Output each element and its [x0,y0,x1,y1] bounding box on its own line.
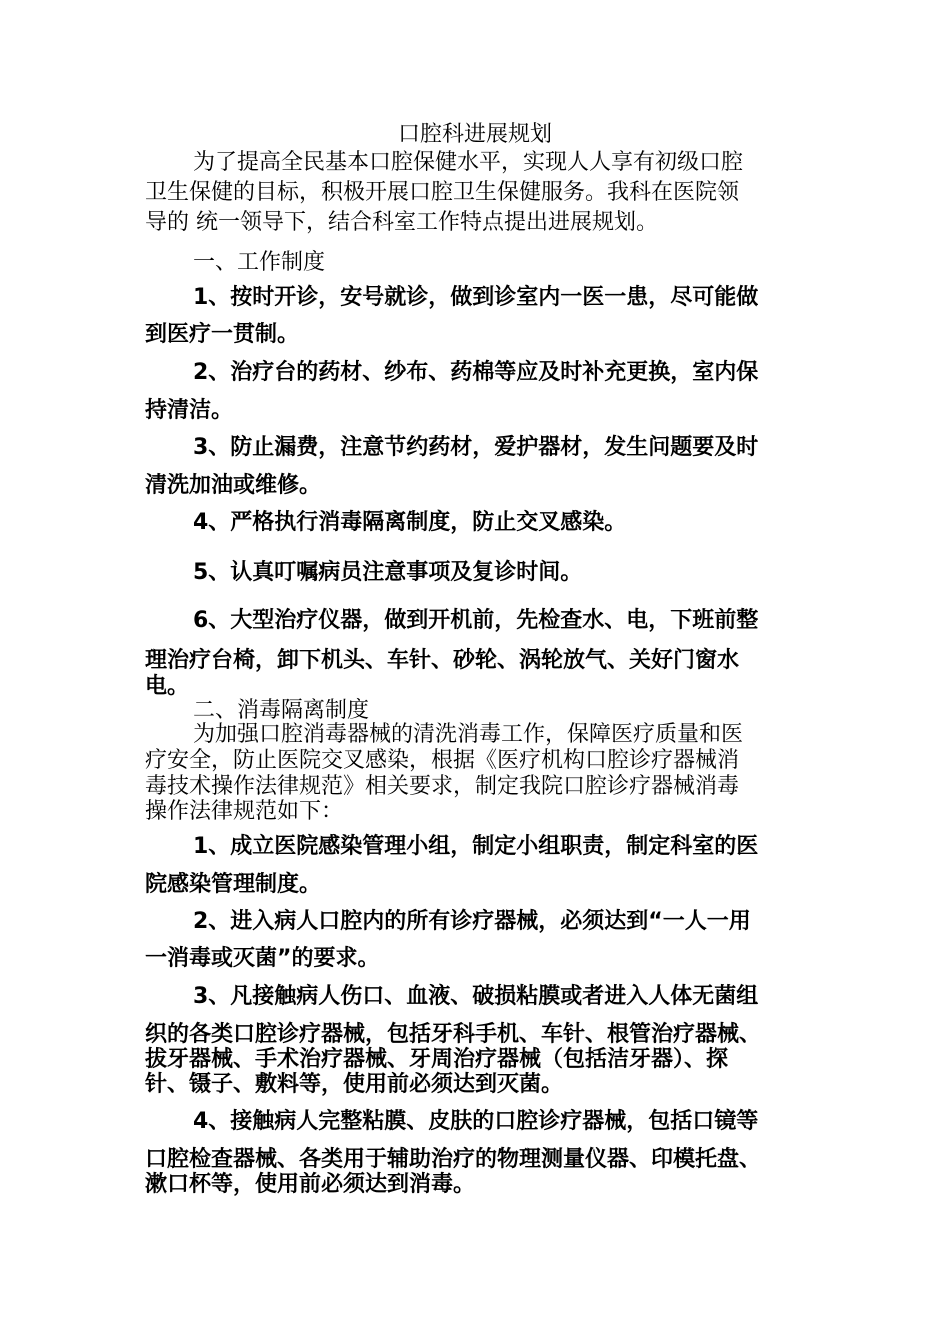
section-heading-disinfection: 二、消毒隔离制度 [193,698,370,723]
list-item-line: 5、认真叮嘱病员注意事项及复诊时间。 [193,560,583,585]
list-item-line: 3、凡接触病人伤口、血液、破损粘膜或者进入人体无菌组 [193,984,759,1009]
section-heading-work-rules: 一、工作制度 [193,250,326,275]
list-item-line: 拔牙器械、手术治疗器械、牙周治疗器械（包括洁牙器）、探 [145,1047,729,1072]
list-item-line: 院感染管理制度。 [145,872,322,897]
list-item-line: 3、防止漏费，注意节约药材，爱护器材，发生问题要及时 [193,435,759,460]
list-item-line: 2、治疗台的药材、纱布、药棉等应及时补充更换，室内保 [193,360,759,385]
list-item-line: 漱口杯等，使用前必须达到消毒。 [145,1172,476,1197]
list-item-line: 6、大型治疗仪器，做到开机前，先检查水、电，下班前整 [193,608,759,633]
list-item-line: 清洗加油或维修。 [145,473,322,498]
list-item-line: 4、接触病人完整粘膜、皮肤的口腔诊疗器械，包括口镜等 [193,1109,759,1134]
list-item-line: 织的各类口腔诊疗器械，包括牙科手机、车针、根管治疗器械、 [145,1022,762,1047]
paragraph-line: 毒技术操作法律规范》相关要求，制定我院口腔诊疗器械消毒 [145,774,740,799]
paragraph-line: 导的 统一领导下，结合科室工作特点提出进展规划。 [145,210,658,235]
list-item-line: 针、镊子、敷料等，使用前必须达到灭菌。 [145,1072,564,1097]
list-item-line: 一消毒或灭菌”的要求。 [145,946,380,971]
paragraph-line: 卫生保健的目标，积极开展口腔卫生保健服务。我科在医院领 [145,180,740,205]
document-title: 口腔科进展规划 [397,122,552,147]
paragraph-line: 操作法律规范如下： [145,799,344,824]
list-item-line: 持清洁。 [145,398,234,423]
list-item-line: 电。 [145,674,190,699]
list-item-line: 4、严格执行消毒隔离制度，防止交叉感染。 [193,510,627,535]
list-item-line: 理治疗台椅，卸下机头、车针、砂轮、涡轮放气、关好门窗水 [145,648,740,673]
paragraph-line: 疗安全，防止医院交叉感染，根据《医疗机构口腔诊疗器械消 [145,748,740,773]
list-item-line: 1、按时开诊，安号就诊，做到诊室内一医一患，尽可能做 [193,285,759,310]
list-item-line: 到医疗一贯制。 [145,322,300,347]
paragraph-line: 为加强口腔消毒器械的清洗消毒工作，保障医疗质量和医 [193,722,744,747]
list-item-line: 2、进入病人口腔内的所有诊疗器械，必须达到“一人一用 [193,909,751,934]
list-item-line: 1、成立医院感染管理小组，制定小组职责，制定科室的医 [193,834,759,859]
list-item-line: 口腔检查器械、各类用于辅助治疗的物理测量仪器、印模托盘、 [145,1147,762,1172]
paragraph-line: 为了提高全民基本口腔保健水平，实现人人享有初级口腔 [193,150,744,175]
